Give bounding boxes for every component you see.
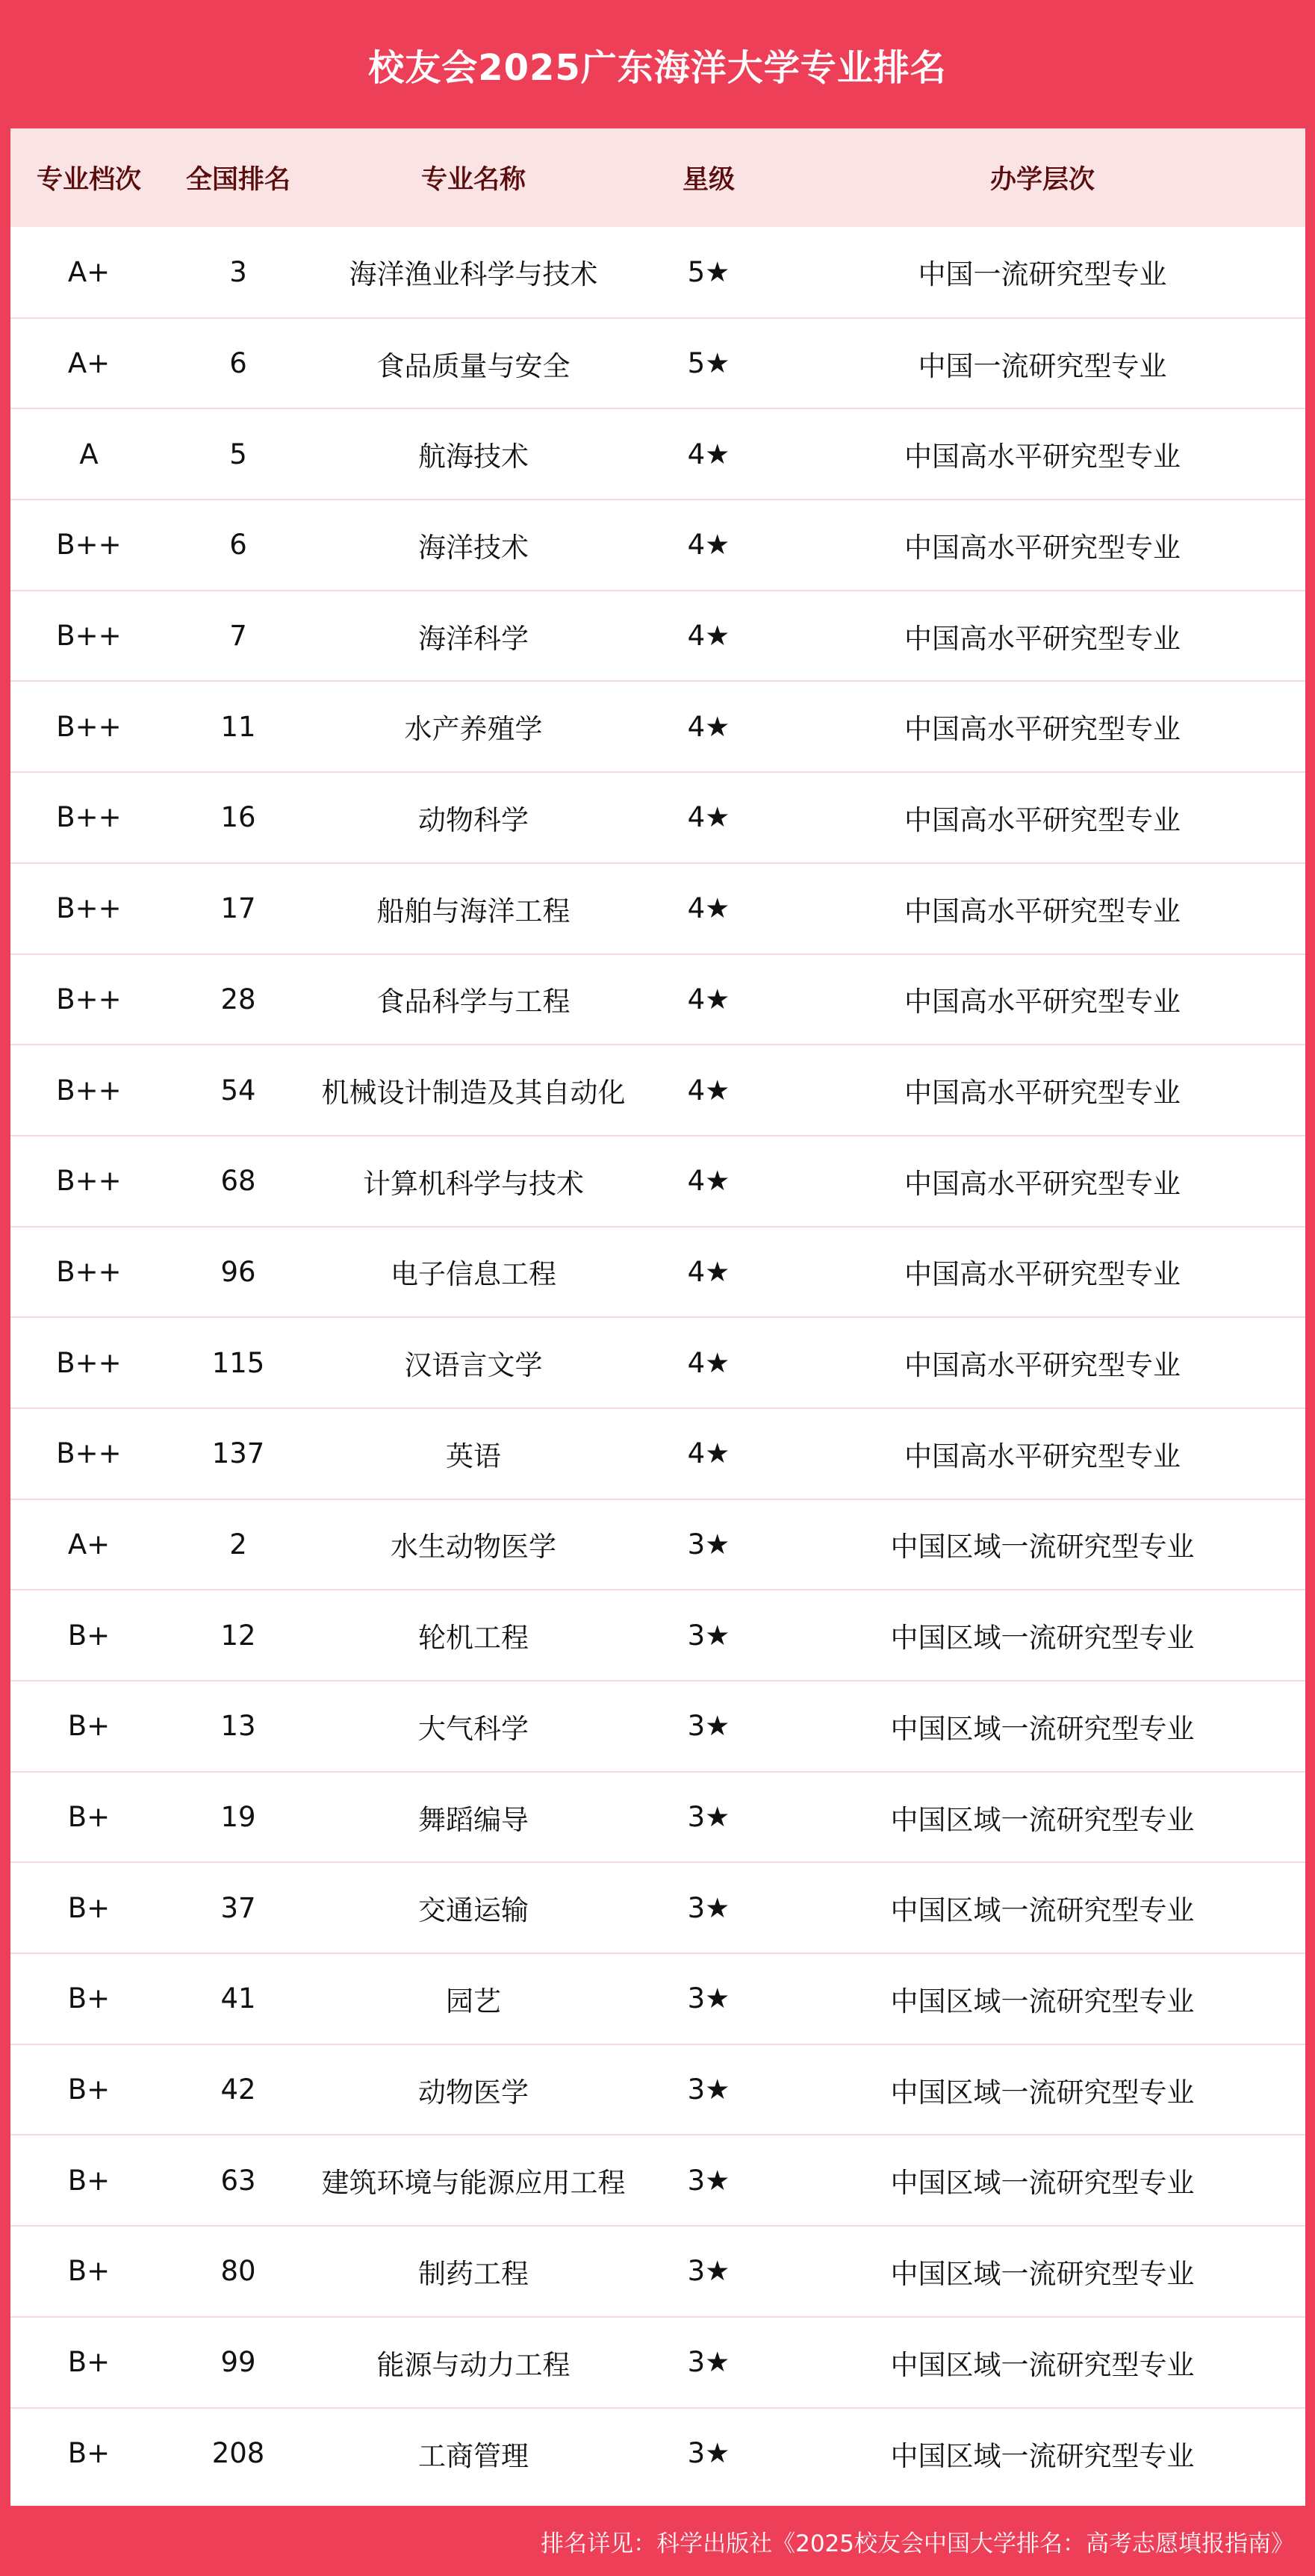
cell-national-rank: 7	[167, 591, 309, 682]
cell-national-rank: 99	[167, 2317, 309, 2408]
cell-major-name: 舞蹈编导	[309, 1772, 638, 1863]
cell-major-level: B++	[10, 500, 167, 591]
table-row	[10, 408, 1305, 500]
cell-national-rank: 13	[167, 1681, 309, 1772]
table-row	[10, 318, 1305, 409]
cell-major-level: A	[10, 408, 167, 500]
cell-major-name: 航海技术	[309, 408, 638, 500]
cell-major-level: B++	[10, 681, 167, 772]
cell-national-rank: 208	[167, 2408, 309, 2499]
cell-major-name: 英语	[309, 1408, 638, 1499]
cell-star-level: 5★	[687, 255, 730, 288]
cell-major-name: 电子信息工程	[309, 1227, 638, 1318]
cell-major-level: B+	[10, 2408, 167, 2499]
header-star-level: 星级	[682, 165, 735, 195]
cell-major-name: 机械设计制造及其自动化	[309, 1045, 638, 1136]
cell-major-level: A+	[67, 255, 111, 288]
cell-major-name: 计算机科学与技术	[309, 1136, 638, 1227]
cell-major-name: 汉语言文学	[309, 1317, 638, 1408]
cell-star-level: 4★	[638, 772, 780, 863]
cell-school-level: 中国区域一流研究型专业	[780, 2044, 1305, 2135]
ranking-table	[10, 128, 1305, 2498]
table-row	[10, 1136, 1305, 1227]
table-body	[10, 227, 1305, 2498]
cell-school-level: 中国区域一流研究型专业	[780, 2135, 1305, 2226]
header-major-name: 专业名称	[420, 165, 526, 195]
cell-national-rank: 2	[167, 1499, 309, 1590]
cell-school-level: 中国区域一流研究型专业	[780, 1953, 1305, 2044]
cell-major-name: 水生动物医学	[309, 1499, 638, 1590]
cell-star-level: 4★	[638, 863, 780, 954]
cell-major-level: B++	[10, 1317, 167, 1408]
cell-star-level: 4★	[638, 408, 780, 500]
header-major-level: 专业档次	[36, 165, 141, 195]
cell-star-level: 4★	[638, 954, 780, 1045]
cell-star-level: 5★	[638, 318, 780, 409]
header-school-level: 办学层次	[989, 165, 1095, 195]
cell-school-level: 中国区域一流研究型专业	[780, 1862, 1305, 1953]
cell-major-name: 大气科学	[309, 1681, 638, 1772]
table-row	[10, 1227, 1305, 1318]
cell-national-rank: 28	[167, 954, 309, 1045]
cell-major-name: 船舶与海洋工程	[309, 863, 638, 954]
cell-school-level: 中国高水平研究型专业	[780, 591, 1305, 682]
cell-school-level: 中国一流研究型专业	[918, 258, 1167, 291]
cell-national-rank: 37	[167, 1862, 309, 1953]
cell-national-rank: 6	[167, 318, 309, 409]
cell-major-level: B+	[10, 2044, 167, 2135]
table-row	[10, 1862, 1305, 1953]
cell-star-level: 4★	[638, 681, 780, 772]
cell-major-level: B++	[10, 1136, 167, 1227]
cell-school-level: 中国高水平研究型专业	[780, 1317, 1305, 1408]
cell-major-name: 建筑环境与能源应用工程	[309, 2135, 638, 2226]
cell-major-name: 水产养殖学	[309, 681, 638, 772]
cell-star-level: 4★	[638, 1136, 780, 1227]
table-row	[10, 2408, 1305, 2499]
cell-major-name: 海洋渔业科学与技术	[349, 258, 598, 291]
cell-star-level: 4★	[638, 1408, 780, 1499]
cell-national-rank: 68	[167, 1136, 309, 1227]
cell-school-level: 中国高水平研究型专业	[780, 500, 1305, 591]
cell-school-level: 中国一流研究型专业	[780, 318, 1305, 409]
cell-national-rank: 19	[167, 1772, 309, 1863]
table-row	[10, 2044, 1305, 2135]
cell-school-level: 中国高水平研究型专业	[780, 772, 1305, 863]
cell-national-rank: 3	[229, 255, 247, 288]
cell-star-level: 3★	[638, 2408, 780, 2499]
table-row	[10, 954, 1305, 1045]
cell-major-level: B++	[10, 591, 167, 682]
cell-national-rank: 11	[167, 681, 309, 772]
cell-school-level: 中国区域一流研究型专业	[780, 2317, 1305, 2408]
cell-national-rank: 96	[167, 1227, 309, 1318]
cell-major-level: A+	[10, 318, 167, 409]
cell-major-level: A+	[10, 1499, 167, 1590]
cell-major-name: 动物医学	[309, 2044, 638, 2135]
cell-major-name: 食品质量与安全	[309, 318, 638, 409]
cell-major-name: 工商管理	[309, 2408, 638, 2499]
cell-national-rank: 42	[167, 2044, 309, 2135]
cell-school-level: 中国高水平研究型专业	[780, 408, 1305, 500]
cell-star-level: 4★	[638, 591, 780, 682]
cell-major-level: B+	[10, 1681, 167, 1772]
table-row	[10, 1408, 1305, 1499]
table-row	[10, 227, 1305, 318]
table-row	[10, 2317, 1305, 2408]
cell-major-level: B+	[10, 2226, 167, 2317]
table-row	[10, 500, 1305, 591]
table-row	[10, 1772, 1305, 1863]
cell-star-level: 4★	[638, 1227, 780, 1318]
cell-major-name: 海洋科学	[309, 591, 638, 682]
cell-star-level: 3★	[638, 2044, 780, 2135]
cell-star-level: 3★	[638, 1772, 780, 1863]
cell-school-level: 中国高水平研究型专业	[780, 1227, 1305, 1318]
cell-national-rank: 17	[167, 863, 309, 954]
cell-school-level: 中国高水平研究型专业	[780, 681, 1305, 772]
cell-major-level: B++	[10, 1045, 167, 1136]
cell-school-level: 中国高水平研究型专业	[780, 1045, 1305, 1136]
table-row	[10, 2226, 1305, 2317]
cell-major-level: B+	[10, 1953, 167, 2044]
header-national-rank: 全国排名	[185, 165, 290, 195]
table-row	[10, 591, 1305, 682]
cell-school-level: 中国区域一流研究型专业	[780, 1772, 1305, 1863]
cell-school-level: 中国区域一流研究型专业	[780, 1681, 1305, 1772]
cell-school-level: 中国区域一流研究型专业	[780, 1499, 1305, 1590]
cell-school-level: 中国区域一流研究型专业	[780, 2226, 1305, 2317]
cell-star-level: 3★	[638, 1953, 780, 2044]
cell-major-name: 轮机工程	[309, 1590, 638, 1681]
table-row	[10, 1045, 1305, 1136]
cell-star-level: 4★	[638, 500, 780, 591]
cell-major-level: B+	[10, 2317, 167, 2408]
table-row	[10, 681, 1305, 772]
source-note: 排名详见：科学出版社《2025校友会中国大学排名：高考志愿填报指南》	[541, 2530, 1294, 2557]
cell-star-level: 3★	[638, 1590, 780, 1681]
cell-major-level: B+	[10, 1772, 167, 1863]
cell-star-level: 4★	[638, 1317, 780, 1408]
table-row	[10, 1681, 1305, 1772]
ranking-table-container	[10, 128, 1305, 2506]
cell-national-rank: 63	[167, 2135, 309, 2226]
cell-major-level: B++	[10, 772, 167, 863]
cell-school-level: 中国高水平研究型专业	[780, 1136, 1305, 1227]
cell-national-rank: 12	[167, 1590, 309, 1681]
table-row	[10, 1317, 1305, 1408]
cell-major-level: B+	[10, 2135, 167, 2226]
table-row	[10, 1590, 1305, 1681]
cell-national-rank: 41	[167, 1953, 309, 2044]
cell-star-level: 4★	[638, 1045, 780, 1136]
table-header-row	[10, 128, 1305, 227]
cell-school-level: 中国区域一流研究型专业	[780, 2408, 1305, 2499]
cell-star-level: 3★	[638, 2135, 780, 2226]
cell-major-name: 能源与动力工程	[309, 2317, 638, 2408]
table-row	[10, 1953, 1305, 2044]
cell-national-rank: 6	[167, 500, 309, 591]
table-row	[10, 1499, 1305, 1590]
cell-school-level: 中国高水平研究型专业	[780, 954, 1305, 1045]
cell-major-level: B++	[10, 1227, 167, 1318]
cell-major-level: B++	[10, 954, 167, 1045]
cell-school-level: 中国高水平研究型专业	[780, 863, 1305, 954]
cell-major-name: 动物科学	[309, 772, 638, 863]
cell-school-level: 中国区域一流研究型专业	[780, 1590, 1305, 1681]
table-row	[10, 772, 1305, 863]
cell-national-rank: 16	[167, 772, 309, 863]
cell-star-level: 3★	[638, 1862, 780, 1953]
cell-major-level: B++	[10, 1408, 167, 1499]
cell-national-rank: 115	[167, 1317, 309, 1408]
cell-major-level: B++	[10, 863, 167, 954]
cell-national-rank: 5	[167, 408, 309, 500]
cell-major-name: 园艺	[309, 1953, 638, 2044]
cell-star-level: 3★	[638, 1681, 780, 1772]
cell-star-level: 3★	[638, 1499, 780, 1590]
table-row	[10, 2135, 1305, 2226]
cell-major-level: B+	[10, 1590, 167, 1681]
cell-star-level: 3★	[638, 2226, 780, 2317]
cell-major-name: 交通运输	[309, 1862, 638, 1953]
cell-star-level: 3★	[638, 2317, 780, 2408]
table-row	[10, 863, 1305, 954]
page-title: 校友会2025广东海洋大学专业排名	[368, 46, 947, 89]
cell-major-level: B+	[10, 1862, 167, 1953]
cell-national-rank: 137	[167, 1408, 309, 1499]
cell-major-name: 食品科学与工程	[309, 954, 638, 1045]
cell-major-name: 制药工程	[309, 2226, 638, 2317]
cell-national-rank: 80	[167, 2226, 309, 2317]
cell-national-rank: 54	[167, 1045, 309, 1136]
cell-major-name: 海洋技术	[309, 500, 638, 591]
cell-school-level: 中国高水平研究型专业	[780, 1408, 1305, 1499]
